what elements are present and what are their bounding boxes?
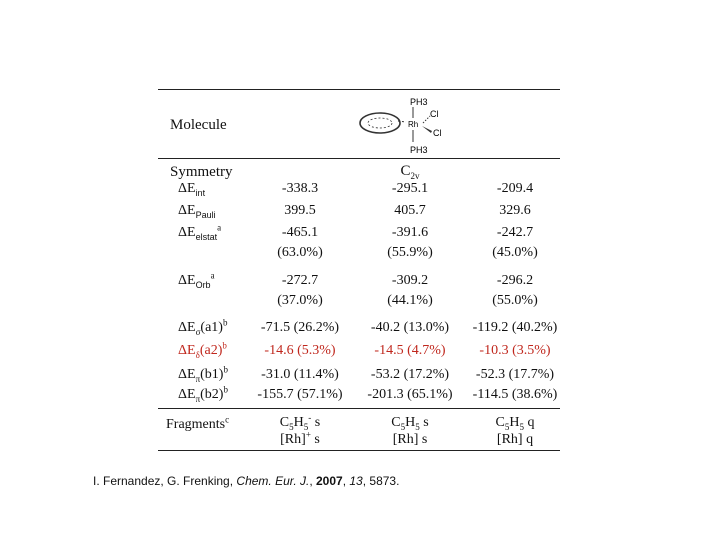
- row-label-orb: $\Delta E_{Orb}^a$: [178, 270, 215, 290]
- row-percent-elstat-col1: (63.0%): [277, 245, 323, 260]
- row-value-delta_a2-col1: -14.6 (5.3%): [264, 343, 336, 358]
- fragment-col2-line2: [Rh] s: [392, 432, 428, 447]
- row-value-pauli-col3: 329.6: [499, 203, 531, 218]
- row-value-elstat-col2: -391.6: [391, 225, 429, 240]
- citation-year: 2007: [316, 474, 343, 488]
- row-value-int-col3: -209.4: [496, 181, 534, 196]
- row-percent-orb-col1: (37.0%): [277, 293, 323, 308]
- row-value-delta_a2-col2: -14.5 (4.7%): [374, 343, 446, 358]
- row-label-pi_b2: $\Delta E_\pi(b2)^b$: [178, 384, 228, 404]
- row-value-pauli-col2: 405.7: [394, 203, 426, 218]
- citation-pages: 5873.: [369, 474, 400, 488]
- row-label-int: $\Delta E_{int}$: [178, 181, 206, 198]
- row-value-pauli-col1: 399.5: [284, 203, 316, 218]
- row-value-elstat-col3: -242.7: [496, 225, 534, 240]
- row-value-sigma_a1-col3: -119.2 (40.2%): [472, 320, 558, 335]
- row-value-orb-col1: -272.7: [281, 273, 319, 288]
- phosphine-top-label: PH3: [410, 97, 428, 107]
- row-value-pi_b1-col2: -53.2 (17.2%): [370, 367, 450, 382]
- row-value-pi_b1-col3: -52.3 (17.7%): [475, 367, 555, 382]
- row-value-delta_a2-col3: -10.3 (3.5%): [479, 343, 551, 358]
- table-bottom-rule: [158, 450, 560, 451]
- row-value-sigma_a1-col1: -71.5 (26.2%): [260, 320, 340, 335]
- row-percent-orb-col2: (44.1%): [387, 293, 433, 308]
- citation: I. Fernandez, G. Frenking, Chem. Eur. J., 2007, 13, 5873.: [93, 474, 400, 488]
- row-value-orb-col2: -309.2: [391, 273, 429, 288]
- row-percent-elstat-col2: (55.9%): [387, 245, 433, 260]
- fragment-col3-line1: $C_5H_5$ q: [495, 415, 535, 432]
- molecule-label: Molecule: [170, 117, 227, 133]
- row-label-sigma_a1: $\Delta E_\sigma(a1)^b$: [178, 317, 228, 337]
- row-value-pi_b2-col2: -201.3 (65.1%): [367, 387, 453, 402]
- row-value-pi_b2-col3: -114.5 (38.6%): [472, 387, 558, 402]
- row-value-int-col2: -295.1: [391, 181, 429, 196]
- citation-authors: I. Fernandez, G. Frenking,: [93, 474, 234, 488]
- row-value-orb-col3: -296.2: [496, 273, 534, 288]
- fragment-col3-line2: [Rh] q: [496, 432, 534, 447]
- symmetry-value: $C_{2v}$: [400, 163, 420, 181]
- chloride-top-label: Cl: [430, 109, 439, 119]
- molecule-structure: [352, 90, 472, 160]
- fragment-col1-line2: [Rh]+ s: [280, 429, 320, 447]
- row-label-pi_b1: $\Delta E_\pi(b1)^b$: [178, 364, 228, 384]
- row-value-pi_b2-col1: -155.7 (57.1%): [257, 387, 343, 402]
- row-value-elstat-col1: -465.1: [281, 225, 319, 240]
- row-label-pauli: $\Delta E_{Pauli}$: [178, 203, 216, 220]
- phosphine-bottom-label: PH3: [410, 145, 428, 155]
- row-percent-orb-col3: (55.0%): [492, 293, 538, 308]
- row-value-pi_b1-col1: -31.0 (11.4%): [261, 367, 339, 382]
- fragment-col1-line1: $C_5H_5^-$ s: [279, 412, 321, 432]
- fragments-label: Fragments$^c$: [166, 414, 230, 432]
- row-percent-elstat-col3: (45.0%): [492, 245, 538, 260]
- metal-label: Rh: [408, 120, 419, 129]
- row-value-sigma_a1-col2: -40.2 (13.0%): [370, 320, 450, 335]
- row-label-delta_a2: $\Delta E_\delta(a2)^b$: [178, 340, 227, 360]
- symmetry-label: Symmetry: [170, 164, 233, 180]
- table-fragments-rule: [158, 408, 560, 409]
- chloride-bottom-label: Cl: [433, 128, 442, 138]
- fragment-col2-line1: $C_5H_5$ s: [391, 415, 429, 432]
- row-value-int-col1: -338.3: [281, 181, 319, 196]
- citation-journal: Chem. Eur. J.: [236, 474, 310, 488]
- citation-volume: 13: [349, 474, 363, 488]
- row-label-elstat: $\Delta E_{elstat}^a$: [178, 222, 222, 242]
